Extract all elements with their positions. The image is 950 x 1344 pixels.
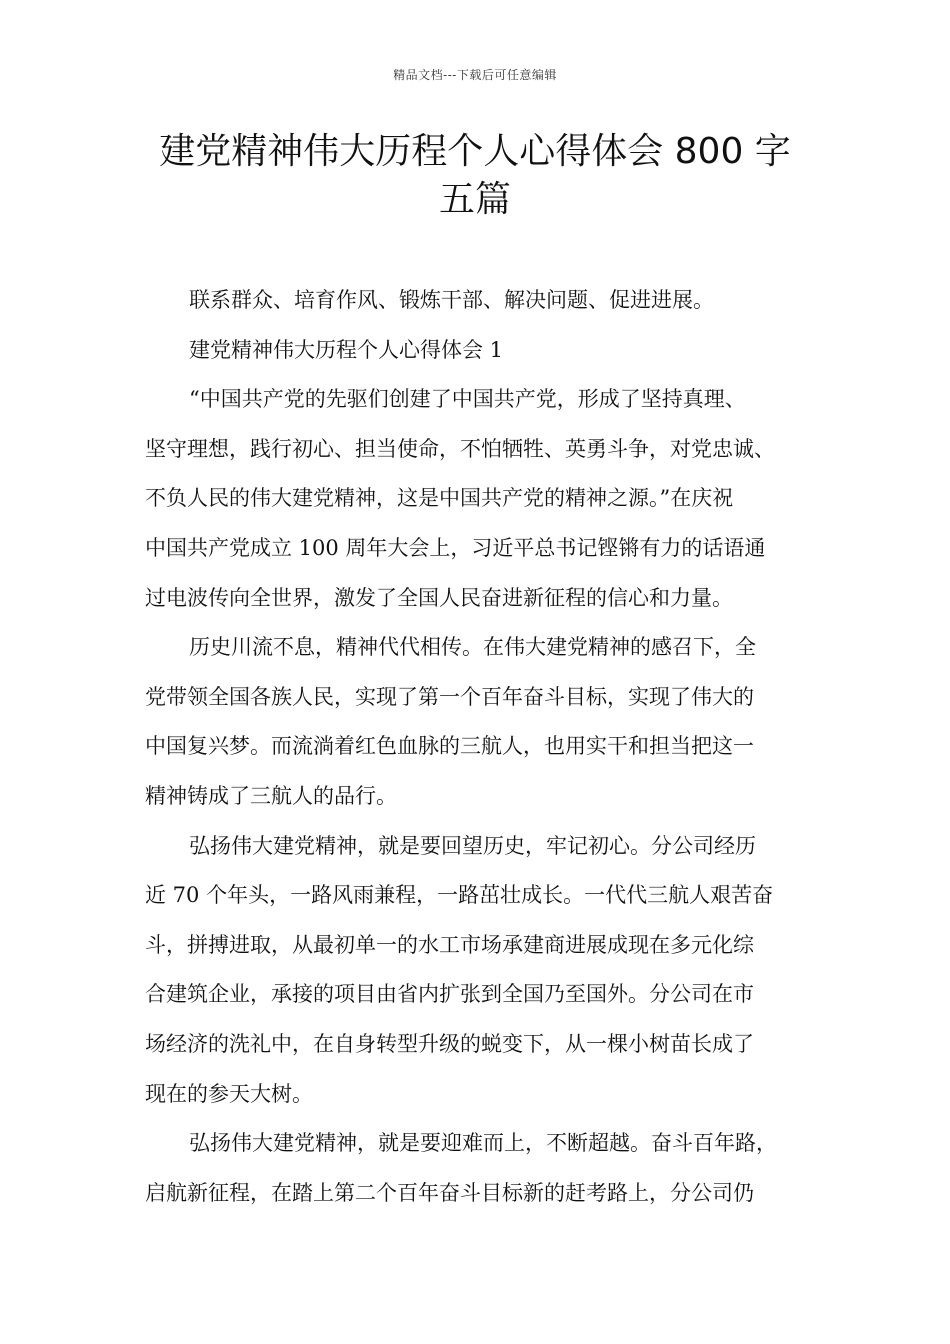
paragraph-line: 中国复兴梦。而流淌着红色血脉的三航人，也用实干和担当把这一 — [145, 734, 754, 759]
paragraph-line: 不负人民的伟大建党精神，这是中国共产党的精神之源。”在庆祝 — [145, 486, 734, 511]
paragraph-line: 启航新征程，在踏上第二个百年奋斗目标新的赶考路上，分公司仍 — [145, 1180, 754, 1205]
header-note: 精品文档---下载后可任意编辑 — [393, 68, 557, 82]
paragraph-line: 中国共产党成立 100 周年大会上，习近平总书记铿锵有力的话语通 — [145, 535, 766, 560]
paragraph-line: 坚守理想，践行初心、担当使命，不怕牺牲、英勇斗争，对党忠诚、 — [145, 436, 775, 461]
title-line-1: 建党精神伟大历程个人心得体会 800 字 — [159, 131, 791, 172]
document-body — [145, 276, 835, 1218]
paragraph-line: 党带领全国各族人民，实现了第一个百年奋斗目标，实现了伟大的 — [145, 684, 754, 709]
paragraph-line: 弘扬伟大建党精神，就是要迎难而上，不断超越。奋斗百年路， — [189, 1131, 777, 1156]
paragraph-line: “中国共产党的先驱们创建了中国共产党，形成了坚持真理、 — [189, 387, 746, 412]
paragraph-line: 现在的参天大树。 — [145, 1081, 313, 1106]
paragraph-line: 近 70 个年头，一路风雨兼程，一路茁壮成长。一代代三航人艰苦奋 — [145, 883, 774, 908]
section-heading: 建党精神伟大历程个人心得体会 1 — [189, 337, 504, 362]
paragraph-line: 过电波传向全世界，激发了全国人民奋进新征程的信心和力量。 — [145, 585, 733, 610]
paragraph-line: 斗，拼搏进取，从最初单一的水工市场承建商进展成现在多元化综 — [145, 932, 754, 957]
paragraph-line: 弘扬伟大建党精神，就是要回望历史，牢记初心。分公司经历 — [189, 833, 756, 858]
paragraph-line: 合建筑企业，承接的项目由省内扩张到全国乃至国外。分公司在市 — [145, 982, 754, 1007]
paragraph-line: 联系群众、培育作风、锻炼干部、解决问题、促进进展。 — [189, 288, 714, 312]
page-title — [100, 128, 850, 224]
paragraph-line: 精神铸成了三航人的品行。 — [145, 783, 397, 808]
title-line-2: 五篇 — [438, 179, 511, 220]
paragraph-line: 场经济的洗礼中，在自身转型升级的蜕变下，从一棵小树苗长成了 — [145, 1031, 754, 1056]
paragraph-line: 历史川流不息，精神代代相传。在伟大建党精神的感召下，全 — [189, 635, 756, 660]
